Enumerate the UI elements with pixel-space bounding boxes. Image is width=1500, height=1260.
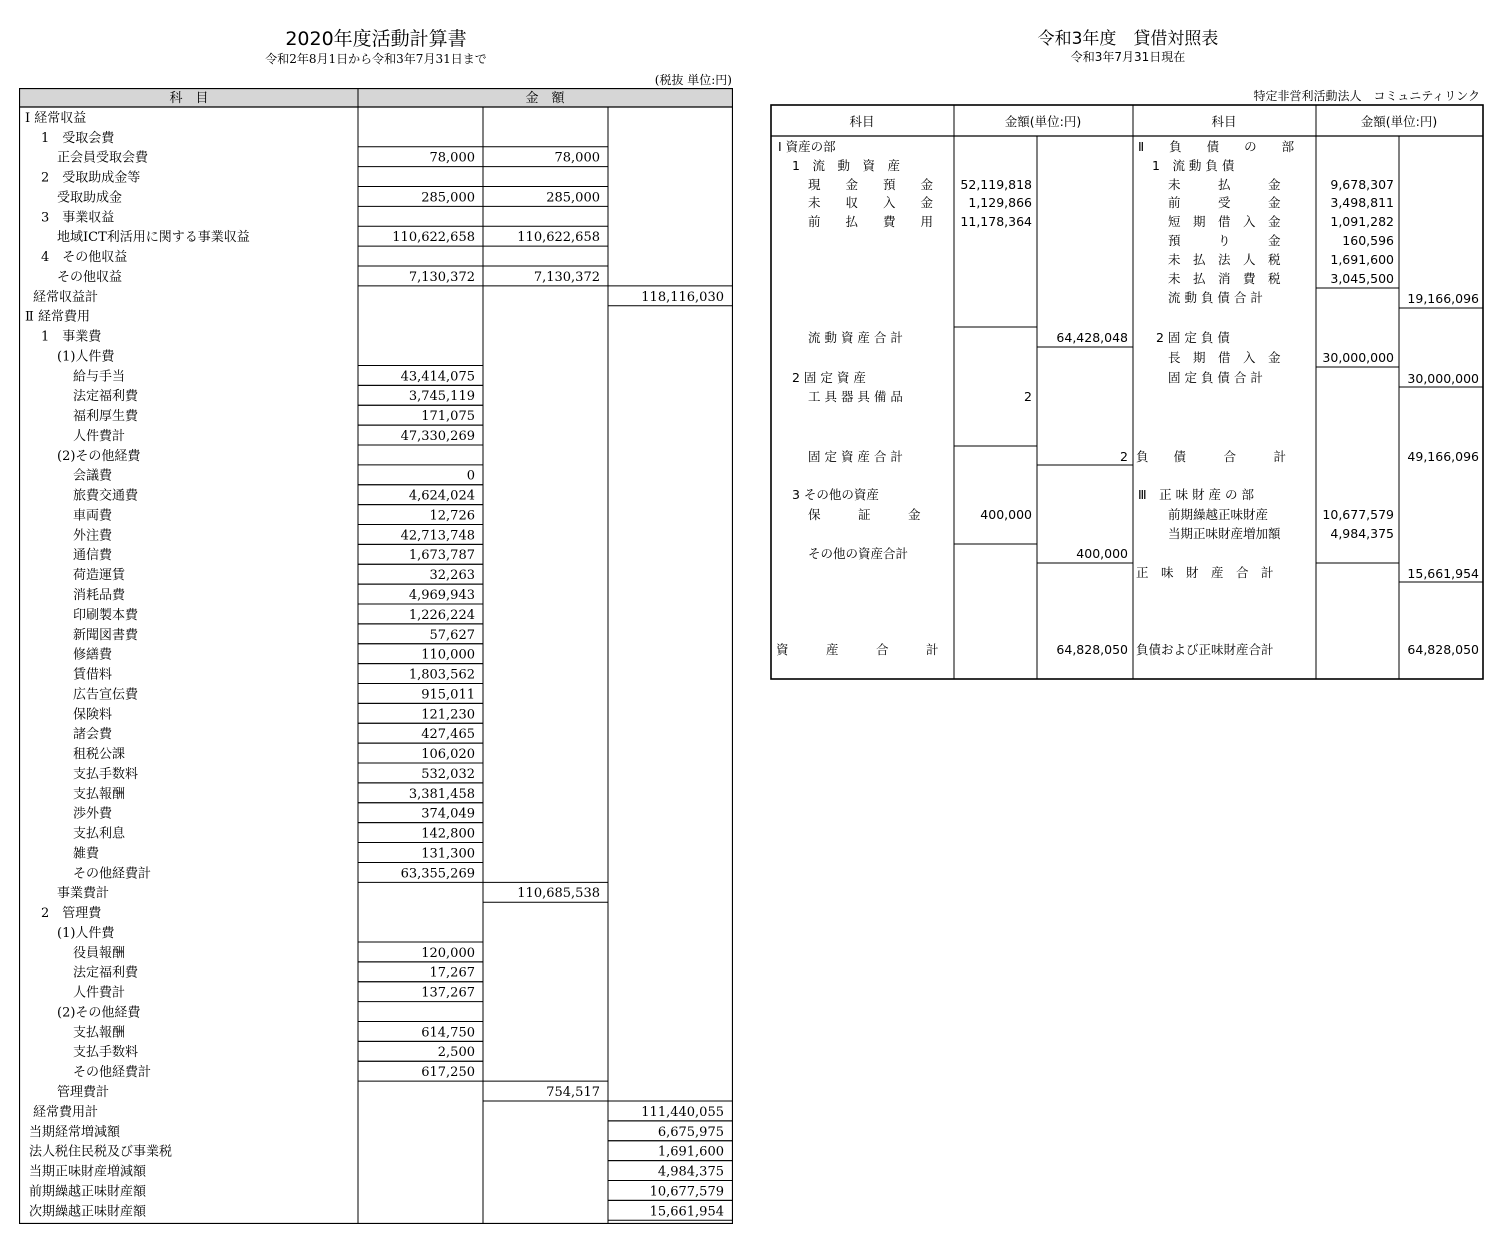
activity-row-label: 保険料 bbox=[73, 707, 113, 723]
activity-row-amount: 614,750 bbox=[421, 1025, 475, 1041]
balance-sheet-date: 令和3年7月31日現在 bbox=[1070, 50, 1186, 64]
activity-row-amount: 78,000 bbox=[429, 150, 475, 166]
activity-row-label: 3 事業収益 bbox=[41, 210, 115, 226]
longloan-label: 長 期 借 入 金 bbox=[1168, 350, 1281, 365]
activity-row-amount: 110,685,538 bbox=[517, 886, 600, 902]
activity-row-label: 会議費 bbox=[73, 468, 113, 484]
activity-row-amount: 42,713,748 bbox=[400, 528, 475, 544]
activity-row-label: 雑費 bbox=[73, 846, 100, 862]
activity-row-label: 2 受取助成金等 bbox=[41, 170, 141, 186]
activity-row-label: その他経費計 bbox=[73, 866, 152, 882]
prepaid-label: 前 払 費 用 bbox=[808, 214, 934, 229]
current-liabilities-total-value: 19,166,096 bbox=[1407, 291, 1479, 306]
liabilities-total-value: 49,166,096 bbox=[1407, 449, 1479, 464]
activity-row-label: 支払手数料 bbox=[73, 1045, 139, 1061]
deposit-value: 400,000 bbox=[980, 507, 1032, 522]
shortloan-label: 短 期 借 入 金 bbox=[1168, 214, 1281, 229]
activity-row-amount: 7,130,372 bbox=[408, 269, 475, 285]
activity-row-amount: 47,330,269 bbox=[400, 428, 475, 444]
prior-net-assets-label: 前期繰越正味財産 bbox=[1168, 507, 1269, 522]
advance-label: 前 受 金 bbox=[1168, 195, 1281, 210]
activity-row-amount: 12,726 bbox=[429, 508, 475, 524]
activity-row-label: 消耗品費 bbox=[73, 588, 126, 603]
activity-row-amount: 374,049 bbox=[421, 806, 475, 822]
activity-row-amount: 43,414,075 bbox=[400, 369, 475, 385]
activity-row-label: 旅費交通費 bbox=[73, 488, 139, 504]
activity-row-label: 事業費計 bbox=[57, 886, 110, 902]
activity-row-amount: 7,130,372 bbox=[533, 269, 600, 285]
activity-row-label: 法定福利費 bbox=[73, 965, 139, 981]
prior-net-assets-value: 10,677,579 bbox=[1322, 507, 1394, 522]
balance-header-amount-left: 金額(単位:円) bbox=[1004, 114, 1082, 129]
corporate-tax-value: 1,691,600 bbox=[1330, 252, 1394, 267]
activity-row-label: 渉外費 bbox=[73, 806, 113, 822]
activity-statement-table bbox=[19, 88, 733, 1224]
balance-header-subject-left: 科目 bbox=[849, 114, 875, 129]
activity-header-subject: 科 目 bbox=[169, 91, 209, 106]
consumption-tax-label: 未 払 消 費 税 bbox=[1168, 271, 1281, 286]
activity-period: 令和2年8月1日から令和3年7月31日まで bbox=[265, 52, 487, 66]
activity-row-label: 受取助成金 bbox=[57, 190, 123, 206]
activity-row-label: 支払手数料 bbox=[73, 766, 139, 782]
activity-row-label: 人件費計 bbox=[73, 985, 126, 1001]
assets-total-label: 資 産 合 計 bbox=[776, 642, 939, 657]
activity-row-label: 管理費計 bbox=[57, 1085, 110, 1100]
activity-row-label: 人件費計 bbox=[73, 428, 126, 444]
activity-row-label: (1)人件費 bbox=[57, 349, 115, 365]
activity-row-amount: 1,803,562 bbox=[408, 667, 475, 683]
activity-row-label: 法人税住民税及び事業税 bbox=[29, 1144, 173, 1160]
activity-row-label: 外注費 bbox=[73, 528, 113, 544]
activity-row-amount: 1,226,224 bbox=[408, 607, 475, 623]
activity-row-label: 修繕費 bbox=[73, 647, 113, 663]
deposit-received-value: 160,596 bbox=[1342, 233, 1394, 248]
activity-row-amount: 106,020 bbox=[421, 747, 475, 763]
activity-row-amount: 4,969,943 bbox=[408, 588, 475, 603]
activity-row-label: 支払利息 bbox=[73, 826, 126, 842]
cash-value: 52,119,818 bbox=[960, 177, 1032, 192]
activity-row-amount: 142,800 bbox=[421, 826, 475, 842]
activity-row-amount: 131,300 bbox=[421, 846, 475, 862]
current-assets-heading: 1 流 動 資 産 bbox=[792, 158, 900, 173]
current-liabilities-total-label: 流 動 負 債 合 計 bbox=[1168, 290, 1263, 305]
activity-row-label: Ⅰ 経常収益 bbox=[25, 110, 87, 126]
activity-row-label: 地域ICT利活用に関する事業収益 bbox=[57, 230, 250, 246]
advance-value: 3,498,811 bbox=[1330, 195, 1394, 210]
activity-unit: (税抜 単位:円) bbox=[654, 73, 732, 87]
balance-header-amount-right: 金額(単位:円) bbox=[1360, 114, 1438, 129]
current-liabilities-heading: 1 流 動 負 債 bbox=[1152, 158, 1235, 173]
balance-sheet-title: 令和3年度 貸借対照表 bbox=[1037, 29, 1219, 49]
deposit-received-label: 預 り 金 bbox=[1168, 233, 1281, 248]
activity-row-label: 法定福利費 bbox=[73, 389, 139, 405]
activity-row-amount: 4,624,024 bbox=[408, 488, 475, 504]
liab-net-total-label: 負債および正味財産合計 bbox=[1136, 642, 1274, 657]
activity-row-label: 広告宣伝費 bbox=[73, 687, 139, 703]
activity-row-amount: 2,500 bbox=[437, 1045, 475, 1061]
consumption-tax-value: 3,045,500 bbox=[1330, 271, 1394, 286]
activity-row-amount: 17,267 bbox=[429, 965, 475, 981]
activity-row-label: 賃借料 bbox=[73, 667, 113, 683]
other-assets-heading: 3 その他の資産 bbox=[792, 487, 879, 502]
activity-row-amount: 915,011 bbox=[421, 687, 475, 703]
activity-row-label: (1)人件費 bbox=[57, 925, 115, 941]
activity-row-label: 2 管理費 bbox=[41, 906, 102, 922]
activity-row-amount: 110,000 bbox=[421, 647, 475, 663]
activity-row-amount: 1,673,787 bbox=[408, 548, 475, 564]
fixed-liabilities-heading: 2 固 定 負 債 bbox=[1156, 330, 1230, 345]
activity-row-amount: 110,622,658 bbox=[517, 230, 600, 246]
other-assets-total-value: 400,000 bbox=[1076, 546, 1128, 561]
receivable-label: 未 収 入 金 bbox=[808, 195, 934, 210]
activity-row-amount: 110,622,658 bbox=[392, 230, 475, 246]
activity-row-label: 当期経常増減額 bbox=[29, 1124, 121, 1140]
activity-row-label: 支払報酬 bbox=[73, 786, 126, 802]
activity-row-label: 4 その他収益 bbox=[41, 250, 128, 266]
activity-row-amount: 63,355,269 bbox=[400, 866, 475, 882]
corporate-tax-label: 未 払 法 人 税 bbox=[1168, 252, 1281, 267]
activity-row-label: 前期繰越正味財産額 bbox=[29, 1184, 147, 1200]
activity-row-label: 福利厚生費 bbox=[73, 409, 139, 425]
activity-row-label: 1 受取会費 bbox=[41, 130, 115, 146]
activity-row-amount: 754,517 bbox=[546, 1085, 600, 1100]
activity-row-label: その他収益 bbox=[57, 269, 123, 285]
fixed-assets-heading: 2 固 定 資 産 bbox=[792, 370, 866, 385]
activity-row-label: 役員報酬 bbox=[73, 945, 126, 961]
activity-statement-title: 2020年度活動計算書 bbox=[285, 28, 467, 50]
net-increase-label: 当期正味財産増加額 bbox=[1168, 526, 1281, 541]
net-assets-total-label: 正 味 財 産 合 計 bbox=[1136, 565, 1274, 580]
balance-header-subject-right: 科目 bbox=[1211, 114, 1237, 129]
activity-row-label: 通信費 bbox=[73, 548, 113, 564]
activity-row-amount: 427,465 bbox=[421, 727, 475, 743]
assets-section: Ⅰ 資産の部 bbox=[778, 139, 836, 154]
fixed-liabilities-total-value: 30,000,000 bbox=[1407, 371, 1479, 386]
current-assets-total-value: 64,428,048 bbox=[1056, 330, 1128, 345]
activity-row-label: その他経費計 bbox=[73, 1065, 152, 1081]
activity-row-amount: 0 bbox=[466, 468, 475, 484]
activity-row-label: 次期繰越正味財産額 bbox=[29, 1204, 147, 1220]
equipment-value: 2 bbox=[1024, 389, 1032, 404]
net-assets-section: Ⅲ 正 味 財 産 の 部 bbox=[1138, 487, 1254, 502]
activity-row-label: 支払報酬 bbox=[73, 1025, 126, 1041]
activity-row-amount: 3,745,119 bbox=[408, 389, 475, 405]
fixed-assets-total-label: 固 定 資 産 合 計 bbox=[808, 449, 903, 464]
activity-row-label: 租税公課 bbox=[73, 747, 126, 763]
activity-row-label: 経常費用計 bbox=[33, 1104, 99, 1120]
payable-value: 9,678,307 bbox=[1330, 177, 1394, 192]
activity-row-label: Ⅱ 経常費用 bbox=[25, 309, 90, 325]
activity-row-amount: 6,675,975 bbox=[657, 1124, 724, 1140]
net-increase-value: 4,984,375 bbox=[1330, 526, 1394, 541]
activity-row-label: 荷造運賃 bbox=[73, 568, 126, 584]
net-assets-total-value: 15,661,954 bbox=[1407, 566, 1479, 581]
activity-row-amount: 137,267 bbox=[421, 985, 475, 1001]
activity-row-amount: 118,116,030 bbox=[641, 289, 724, 305]
activity-row-amount: 15,661,954 bbox=[649, 1204, 724, 1220]
activity-row-label: (2)その他経費 bbox=[57, 1005, 141, 1021]
activity-row-amount: 32,263 bbox=[429, 568, 475, 584]
activity-header-amount: 金 額 bbox=[525, 91, 565, 106]
activity-row-amount: 532,032 bbox=[421, 766, 475, 782]
activity-row-label: 正会員受取会費 bbox=[57, 150, 149, 166]
activity-row-label: 諸会費 bbox=[73, 727, 113, 743]
activity-row-label: 車両費 bbox=[73, 508, 113, 524]
payable-label: 未 払 金 bbox=[1168, 177, 1281, 192]
activity-row-label: 1 事業費 bbox=[41, 329, 102, 345]
liabilities-section: Ⅱ 負 債 の 部 bbox=[1138, 139, 1295, 154]
balance-sheet-table bbox=[770, 104, 1484, 682]
activity-row-label: 新聞図書費 bbox=[73, 627, 139, 643]
activity-row-label: (2)その他経費 bbox=[57, 448, 141, 464]
equipment-label: 工 具 器 具 備 品 bbox=[808, 389, 903, 404]
activity-row-amount: 285,000 bbox=[421, 190, 475, 206]
liab-net-total-value: 64,828,050 bbox=[1407, 642, 1479, 657]
activity-row-label: 印刷製本費 bbox=[73, 607, 139, 623]
activity-row-amount: 3,381,458 bbox=[408, 786, 475, 802]
other-assets-total-label: その他の資産合計 bbox=[808, 546, 909, 561]
prepaid-value: 11,178,364 bbox=[960, 214, 1032, 229]
deposit-label: 保 証 金 bbox=[808, 507, 921, 522]
activity-row-label: 経常収益計 bbox=[33, 289, 99, 305]
cash-label: 現 金 預 金 bbox=[808, 177, 934, 192]
activity-row-amount: 1,691,600 bbox=[657, 1144, 724, 1160]
activity-row-label: 当期正味財産増減額 bbox=[29, 1164, 147, 1180]
shortloan-value: 1,091,282 bbox=[1330, 214, 1394, 229]
longloan-value: 30,000,000 bbox=[1322, 350, 1394, 365]
fixed-liabilities-total-label: 固 定 負 債 合 計 bbox=[1168, 370, 1263, 385]
activity-row-amount: 57,627 bbox=[429, 627, 475, 643]
activity-row-amount: 121,230 bbox=[421, 707, 475, 723]
activity-row-amount: 171,075 bbox=[421, 409, 475, 425]
activity-row-label: 給与手当 bbox=[73, 369, 126, 385]
activity-row-amount: 4,984,375 bbox=[657, 1164, 724, 1180]
organization-name: 特定非営利活動法人 コミュニティリンク bbox=[1253, 89, 1480, 103]
activity-row-amount: 120,000 bbox=[421, 945, 475, 961]
receivable-value: 1,129,866 bbox=[968, 195, 1032, 210]
fixed-assets-total-value: 2 bbox=[1120, 449, 1128, 464]
activity-row-amount: 285,000 bbox=[546, 190, 600, 206]
activity-row-amount: 617,250 bbox=[421, 1065, 475, 1081]
assets-total-value: 64,828,050 bbox=[1056, 642, 1128, 657]
current-assets-total-label: 流 動 資 産 合 計 bbox=[808, 330, 903, 345]
activity-row-amount: 10,677,579 bbox=[649, 1184, 724, 1200]
activity-row-amount: 78,000 bbox=[554, 150, 600, 166]
activity-row-amount: 111,440,055 bbox=[641, 1104, 724, 1120]
liabilities-total-label: 負 債 合 計 bbox=[1136, 449, 1287, 464]
